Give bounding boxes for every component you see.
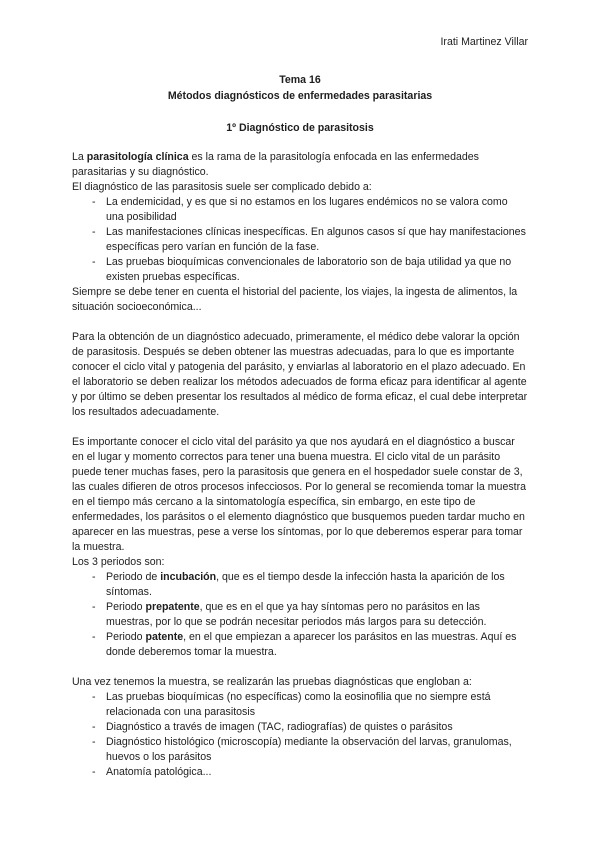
diagnosis-intro: El diagnóstico de las parasitosis suele ser complicado debido a:	[72, 181, 372, 193]
history-paragraph: Siempre se debe tener en cuenta el historial del paciente, los viajes, la ingesta de alimentos, la situación socioeconómica...	[72, 286, 518, 313]
list-item: - Diagnóstico histológico (microscopía) mediante la observación del larvas, granulomas, huevos o los parásitos	[72, 735, 528, 765]
definition-rest: es la rama de la parasitología enfocada en las enfermedades parasitarias y su diagnóstico.	[72, 151, 479, 178]
period-description: , que es el tiempo desde la infección hasta la aparición de los síntomas.	[106, 571, 505, 598]
term-patente: patente	[145, 631, 184, 643]
list-item: - Diagnóstico a través de imagen (TAC, radiografías) de quistes o parásitos	[72, 720, 528, 735]
period-prefix: Periodo	[106, 601, 146, 613]
diagnosis-process-paragraph: Para la obtención de un diagnóstico adecuado, primeramente, el médico debe valorar la opción de parasitosis. Después se deben obtener las muestras adecuadas, para lo que es importante conocer el ciclo vital y patogenia del parásito, y enviarlas al laboratorio en el plazo adecuado. En el laboratorio se deben realizar los métodos adecuados de forma eficaz para identificar al agente y por último se deben presentar los resultados al médico de forma eficaz, el cual debe interpretar los resultados adecuadamente.	[72, 331, 528, 418]
period-description: , que es en el que ya hay síntomas pero no parásitos en las muestras, por lo que se podrán necesitar periodos más largos para su detección.	[106, 601, 487, 628]
topic-number: Tema 16	[279, 74, 321, 86]
document-body	[72, 150, 528, 780]
list-item: - Las pruebas bioquímicas (no específicas) como la eosinofilia que no siempre está relacionada con una parasitosis	[72, 690, 528, 720]
definition-lead: La	[72, 151, 87, 163]
term-parasitologia-clinica: parasitología clínica	[86, 151, 189, 163]
periods-list	[72, 570, 528, 660]
list-item	[72, 570, 528, 600]
list-item	[72, 600, 528, 630]
term-incubacion: incubación	[160, 571, 217, 583]
life-cycle-paragraph: Es importante conocer el ciclo vital del parásito ya que nos ayudará en el diagnóstico a buscar en el lugar y momento correctos para tener una buena muestra. El ciclo vital de un parásito puede tener muchas fases, pero la parasitosis que genera en el hospedador suele constar de 3, las cuales difieren de otros procesos infecciosos. Por lo general se recomienda tomar la muestra en el tiempo más cercano a la sintomatología específica, sin embargo, en este tipo de enfermedades, los parásitos o el elemento diagnóstico que busquemos pueden tardar mucho en aparecer en las muestras, pese a verse los síntomas, por lo que deberemos esperar para tomar la muestra.	[72, 436, 526, 553]
periods-intro: Los 3 periodos son:	[72, 556, 165, 568]
section-heading: 1º Diagnóstico de parasitosis	[226, 122, 374, 134]
tests-intro: Una vez tenemos la muestra, se realizarán las pruebas diagnósticas que engloban a:	[72, 676, 472, 688]
document-title: Métodos diagnósticos de enfermedades parasitarias	[167, 90, 433, 102]
period-description: , en el que empiezan a aparecer los parásitos en las muestras. Aquí es donde deberemos tomar la muestra.	[106, 631, 517, 658]
definition-paragraph	[72, 150, 528, 180]
period-prefix: Periodo	[106, 631, 146, 643]
list-item	[72, 630, 528, 660]
list-item: - La endemicidad, y es que si no estamos en los lugares endémicos no se valora como una posibilidad	[72, 195, 528, 225]
term-prepatente: prepatente	[145, 601, 200, 613]
author-name: Irati Martinez Villar	[440, 36, 528, 48]
difficulty-list	[72, 195, 528, 285]
list-item: - Las pruebas bioquímicas convencionales de laboratorio son de baja utilidad ya que no existen pruebas específicas.	[72, 255, 528, 285]
list-item: - Anatomía patológica...	[72, 765, 528, 780]
tests-list	[72, 690, 528, 780]
period-prefix: Periodo de	[106, 571, 161, 583]
list-item: - Las manifestaciones clínicas inespecíficas. En algunos casos sí que hay manifestaciones específicas pero varían en función de la fase.	[72, 225, 528, 255]
